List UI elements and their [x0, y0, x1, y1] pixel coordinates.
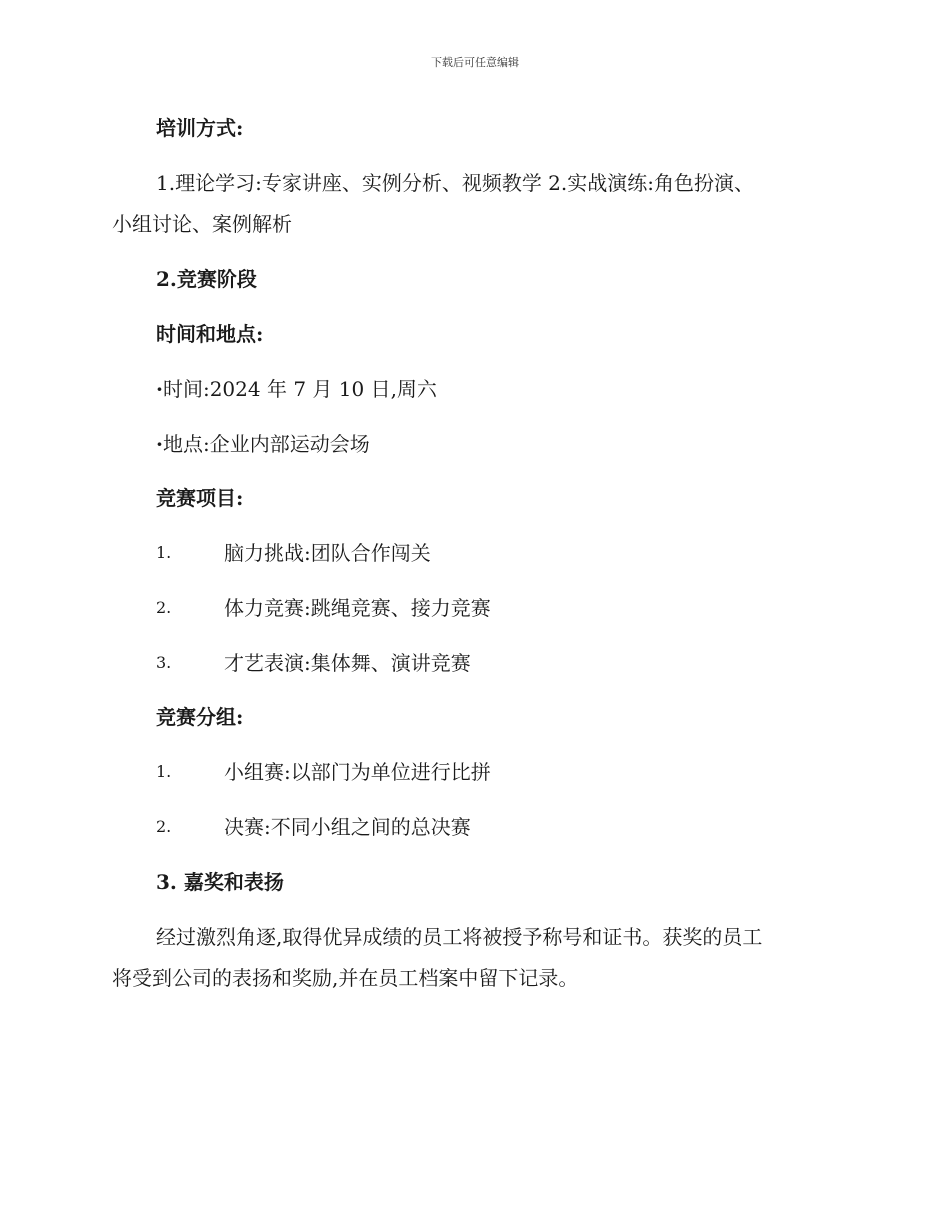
time-bullet-item [156, 375, 950, 403]
bullet-dot: · [156, 432, 163, 456]
list-item-number: 1. [156, 762, 172, 781]
competition-stage-heading: 2.竞赛阶段 [156, 267, 257, 291]
page-header: 下载后可任意编辑 [431, 56, 519, 69]
training-method-heading: 培训方式: [156, 116, 244, 140]
competition-items-heading: 竞赛项目: [156, 486, 244, 510]
competition-groups-heading: 竞赛分组: [156, 705, 244, 729]
time-text: 时间:2024 年 7 月 10 日,周六 [162, 377, 437, 401]
list-item-text: 体力竞赛:跳绳竞赛、接力竞赛 [224, 596, 491, 620]
place-text: 地点:企业内部运动会场 [162, 432, 370, 456]
list-item-number: 2. [156, 817, 172, 836]
place-bullet-item [156, 430, 950, 458]
list-item-number: 1. [156, 543, 172, 562]
time-place-heading: 时间和地点: [156, 322, 264, 346]
list-item-text: 脑力挑战:团队合作闯关 [224, 541, 431, 565]
list-item-text: 才艺表演:集体舞、演讲竞赛 [224, 651, 471, 675]
awards-heading: 3. 嘉奖和表扬 [156, 870, 284, 894]
training-method-line-2: 小组讨论、案例解析 [112, 212, 292, 236]
list-item-number: 2. [156, 598, 172, 617]
awards-paragraph-line-1: 经过激烈角逐,取得优异成绩的员工将被授予称号和证书。获奖的员工 [156, 925, 763, 949]
list-item-text: 小组赛:以部门为单位进行比拼 [224, 760, 491, 784]
training-method-line-1: 1.理论学习:专家讲座、实例分析、视频教学 2.实战演练:角色扮演、 [156, 171, 754, 195]
list-item-number: 3. [156, 653, 172, 672]
awards-paragraph-line-2: 将受到公司的表扬和奖励,并在员工档案中留下记录。 [112, 966, 579, 990]
bullet-dot: · [156, 377, 163, 401]
list-item-text: 决赛:不同小组之间的总决赛 [224, 815, 471, 839]
